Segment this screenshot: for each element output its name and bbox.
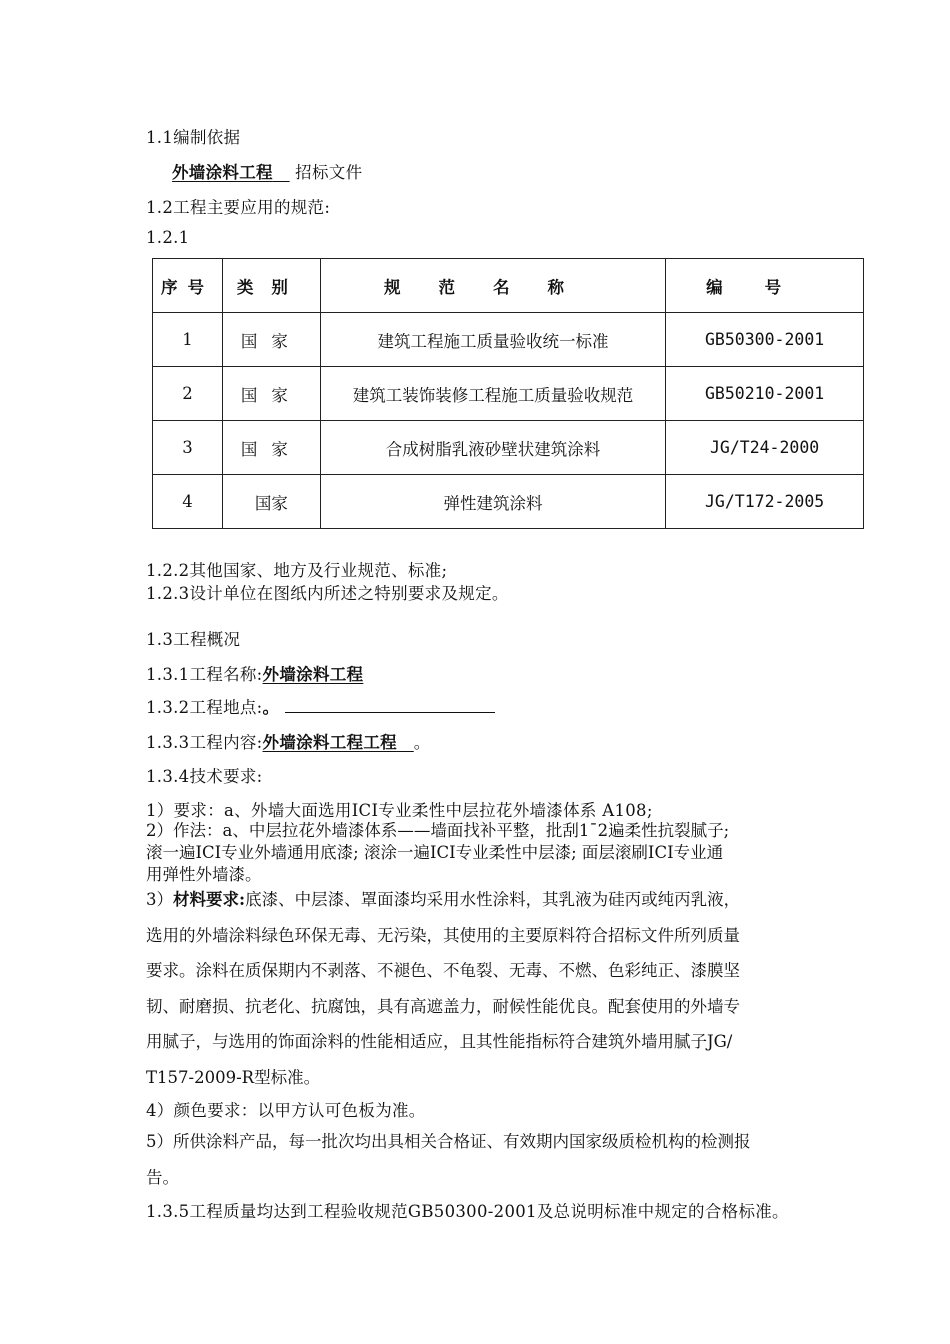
project-location-label: 1.3.2工程地点:: [146, 698, 263, 717]
item-1-3-1: [146, 661, 363, 685]
requirement-5-line-1: 5）所供涂料产品，每一批次均出具相关合格证、有效期内国家级质检机构的检测报: [146, 1132, 751, 1151]
heading-1-2: 1.2工程主要应用的规范:: [146, 198, 331, 217]
project-name-value: 外墙涂料工程: [262, 665, 364, 684]
cell-category: 国家: [222, 367, 320, 421]
standards-table: [152, 258, 864, 529]
item-1-2-2: 1.2.2其他国家、地方及行业规范、标准;: [146, 561, 448, 580]
requirement-3-label: 材料要求:: [173, 890, 246, 909]
cell-category: 国家: [222, 421, 320, 475]
requirement-3-line-5: 用腻子，与选用的饰面涂料的性能相适应，且其性能指标符合建筑外墙用腻子JG/: [146, 1032, 733, 1051]
heading-1-3: 1.3工程概况: [146, 630, 241, 649]
cell-name: 合成树脂乳液砂壁状建筑涂料: [320, 421, 665, 475]
project-content-label: 1.3.3工程内容:: [146, 733, 263, 752]
basis-line: [172, 159, 362, 183]
item-1-3-2: [146, 694, 495, 718]
project-content-value: 外墙涂料工程工程: [262, 733, 397, 752]
item-1-2-3: 1.2.3设计单位在图纸内所述之特别要求及规定。: [146, 584, 509, 603]
requirement-2-line-2: 滚一遍ICI专业外墙通用底漆; 滚涂一遍ICI专业柔性中层漆; 面层滚刷ICI专业通: [146, 843, 724, 862]
basis-underline-gap: [273, 163, 290, 182]
item-1-3-3: [146, 729, 431, 753]
heading-1-1: 1.1编制依据: [146, 128, 241, 147]
header-code: 编号: [666, 259, 864, 313]
cell-no: 1: [153, 313, 223, 367]
table-header-row: [153, 259, 864, 313]
cell-code: JG/T172-2005: [666, 475, 864, 529]
project-location-value: 。: [262, 698, 280, 717]
table-row: [153, 475, 864, 529]
requirement-3-line-6: T157-2009-R型标准。: [146, 1067, 321, 1087]
cell-code: JG/T24-2000: [666, 421, 864, 475]
basis-project: 外墙涂料工程: [172, 163, 273, 182]
heading-1-2-1: 1.2.1: [146, 228, 190, 247]
requirement-3: [146, 882, 852, 1095]
cell-category: 国家: [222, 475, 320, 529]
requirement-1: 1）要求：a、外墙大面选用ICI专业柔性中层拉花外墙漆体系 A108;: [146, 801, 653, 820]
cell-name: 建筑工装饰装修工程施工质量验收规范: [320, 367, 665, 421]
basis-doc: 招标文件: [295, 163, 363, 182]
header-name: 规范名称: [320, 259, 665, 313]
requirement-5-line-2: 告。: [146, 1167, 179, 1187]
cell-name: 弹性建筑涂料: [320, 475, 665, 529]
requirement-4: 4）颜色要求：以甲方认可色板为准。: [146, 1101, 426, 1120]
cell-code: GB50300-2001: [666, 313, 864, 367]
cell-no: 4: [153, 475, 223, 529]
header-category: 类别: [222, 259, 320, 313]
cell-name: 建筑工程施工质量验收统一标准: [320, 313, 665, 367]
location-blank-line: [285, 698, 495, 713]
table-row: [153, 421, 864, 475]
table-row: [153, 367, 864, 421]
cell-code: GB50210-2001: [666, 367, 864, 421]
requirement-5: [146, 1124, 852, 1195]
requirement-3-text-1: 底漆、中层漆、罩面漆均采用水性涂料，其乳液为硅丙或纯丙乳液，: [245, 890, 741, 909]
project-name-label: 1.3.1工程名称:: [146, 665, 263, 684]
requirement-2-line-3: 用弹性外墙漆。: [146, 865, 262, 884]
requirement-3-line-3: 要求。涂料在质保期内不剥落、不褪色、不龟裂、无毒、不燃、色彩纯正、漆膜坚: [146, 961, 740, 980]
cell-no: 3: [153, 421, 223, 475]
requirement-3-line-4: 韧、耐磨损、抗老化、抗腐蚀，具有高遮盖力，耐候性能优良。配套使用的外墙专: [146, 996, 740, 1016]
item-1-3-5: 1.3.5工程质量均达到工程验收规范GB50300-2001及总说明标准中规定的合格标准。: [146, 1202, 789, 1221]
header-no: 序号: [153, 259, 223, 313]
table-row: [153, 313, 864, 367]
content-underline-gap: [397, 733, 414, 752]
item-1-3-4: 1.3.4技术要求:: [146, 767, 263, 786]
project-content-end: 。: [413, 733, 431, 752]
requirement-3-prefix: 3）: [146, 890, 173, 909]
requirement-2: [146, 820, 852, 886]
cell-no: 2: [153, 367, 223, 421]
requirement-2-line-1: 2）作法：a、中层拉花外墙漆体系——墙面找补平整，批刮1¯2遍柔性抗裂腻子;: [146, 821, 730, 840]
requirement-3-line-2: 选用的外墙涂料绿色环保无毒、无污染，其使用的主要原料符合招标文件所列质量: [146, 925, 740, 945]
cell-category: 国家: [222, 313, 320, 367]
requirement-3-line-1: [146, 882, 852, 918]
